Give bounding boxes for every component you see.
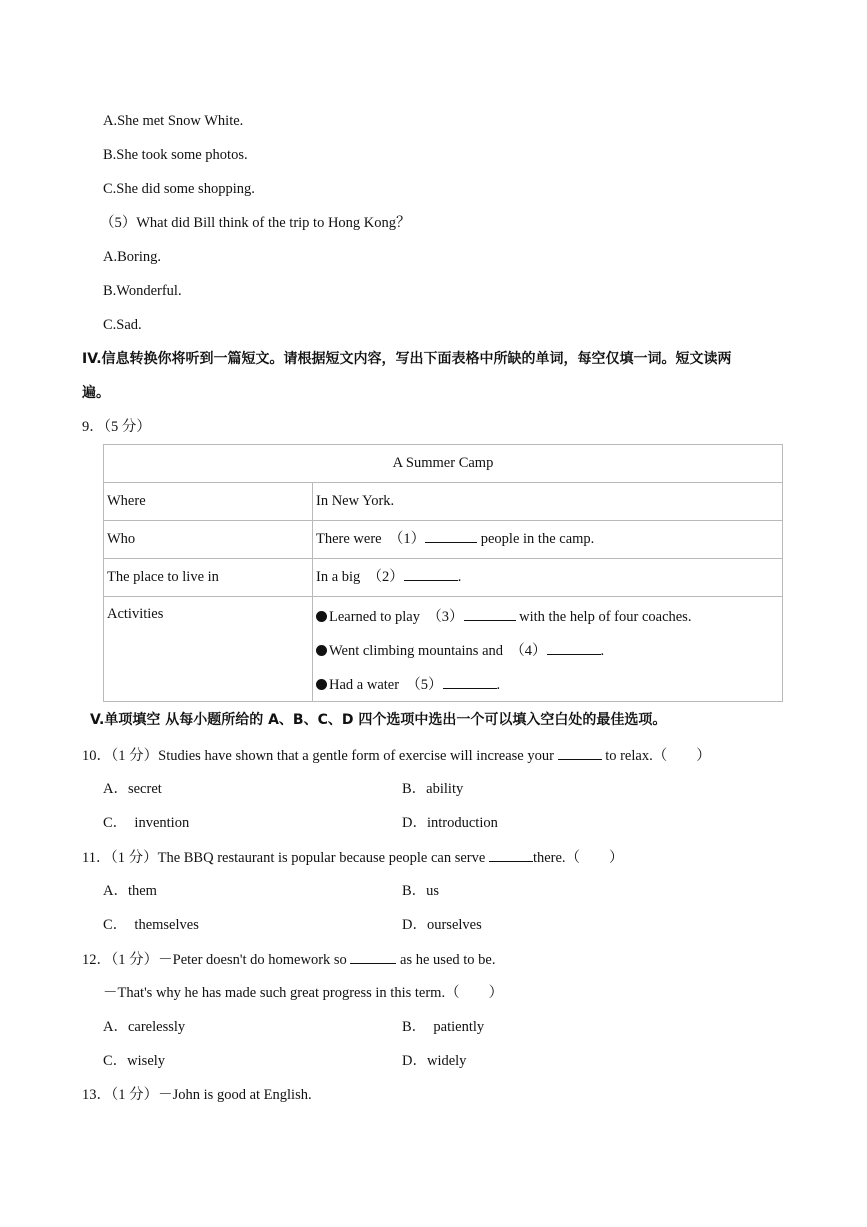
q12-option-a: A．carelessly	[103, 1019, 186, 1035]
row-value-where: In New York.	[313, 483, 783, 521]
row-label-place: The place to live in	[104, 559, 313, 597]
activity-2-post: .	[600, 643, 605, 659]
q8-option-b: B.She took some photos.	[103, 147, 248, 163]
q10-option-c: C． invention	[103, 815, 190, 831]
answer-blank-5	[443, 674, 497, 689]
q12-blank	[350, 949, 396, 964]
q12-option-d: D．widely	[402, 1053, 467, 1069]
activity-1-pre: Learned to play （3）	[329, 609, 464, 625]
q9-header: 9．（5 分）	[82, 419, 151, 435]
q8-5-question: （5）What did Bill think of the trip to Hong Kong？	[100, 215, 411, 231]
q10-option-a: A．secret	[103, 781, 162, 797]
answer-blank-3	[464, 606, 516, 621]
section-5-instructions: V.单项填空 从每小题所给的 A、B、C、D 四个选项中选出一个可以填入空白处的最佳选项。	[90, 712, 667, 728]
activity-item	[316, 640, 604, 661]
q11-option-b: B．us	[402, 883, 440, 899]
who-text-pre: There were （1）	[316, 531, 426, 547]
q12-stem-post: as he used to be.	[396, 952, 496, 968]
bullet-icon	[316, 645, 327, 656]
table-row	[104, 521, 783, 559]
q11-option-c: C． themselves	[103, 917, 199, 933]
activity-3-post: .	[496, 677, 501, 693]
q11-option-d: D．ourselves	[402, 917, 482, 933]
bullet-icon	[316, 679, 327, 690]
q12-option-c: C．wisely	[103, 1053, 166, 1069]
answer-blank-2	[404, 566, 458, 581]
q12-stem-line2: －That's why he has made such great progress in this term.（ ）	[103, 985, 504, 1001]
table-row	[104, 483, 783, 521]
answer-blank-1	[425, 528, 477, 543]
row-value-activities	[313, 597, 783, 702]
q11-stem-post: there.（ ）	[532, 850, 624, 866]
answer-blank-4	[547, 640, 601, 655]
q13-stem: 13．（1 分）－John is good at English.	[82, 1087, 312, 1103]
q11-blank	[489, 847, 533, 862]
q12-stem-pre: 12．（1 分）－Peter doesn't do homework so	[82, 952, 347, 968]
section-4-instructions-cont: 遍。	[82, 385, 110, 401]
q8-option-c: C.She did some shopping.	[103, 181, 255, 197]
q11-stem	[82, 847, 624, 868]
activity-2-pre: Went climbing mountains and （4）	[329, 643, 547, 659]
bullet-icon	[316, 611, 327, 622]
table-row	[104, 559, 783, 597]
q11-stem-pre: 11．（1 分）The BBQ restaurant is popular because people can serve	[82, 850, 486, 866]
q10-option-b: B．ability	[402, 781, 464, 797]
activity-item	[316, 674, 500, 695]
activity-1-post: with the help of four coaches.	[515, 609, 692, 625]
q11-option-a: A．them	[103, 883, 157, 899]
table-row	[104, 597, 783, 702]
section-4-instructions: IV.信息转换你将听到一篇短文。请根据短文内容，写出下面表格中所缺的单词，每空仅填一词。短文读两	[82, 351, 732, 367]
row-label-activities: Activities	[104, 597, 313, 702]
q10-option-d: D．introduction	[402, 815, 498, 831]
q8-5-option-a: A.Boring.	[103, 249, 161, 265]
q10-stem-pre: 10．（1 分）Studies have shown that a gentle form of exercise will increase your	[82, 748, 554, 764]
row-value-place	[313, 559, 783, 597]
summer-camp-table	[103, 444, 783, 702]
q8-5-option-b: B.Wonderful.	[103, 283, 182, 299]
q10-stem-post: to relax.（ ）	[601, 748, 711, 764]
q8-5-option-c: C.Sad.	[103, 317, 142, 333]
q12-stem	[82, 949, 495, 970]
activity-3-pre: Had a water （5）	[329, 677, 443, 693]
q10-blank	[558, 745, 602, 760]
who-text-post: people in the camp.	[477, 531, 595, 547]
place-text-pre: In a big （2）	[316, 569, 404, 585]
place-text-post: .	[457, 569, 462, 585]
q12-option-b: B． patiently	[402, 1019, 485, 1035]
row-label-where: Where	[104, 483, 313, 521]
row-label-who: Who	[104, 521, 313, 559]
table-title: A Summer Camp	[104, 445, 783, 483]
q8-option-a: A.She met Snow White.	[103, 113, 244, 129]
q10-stem	[82, 745, 711, 766]
row-value-who	[313, 521, 783, 559]
activity-item	[316, 606, 691, 627]
